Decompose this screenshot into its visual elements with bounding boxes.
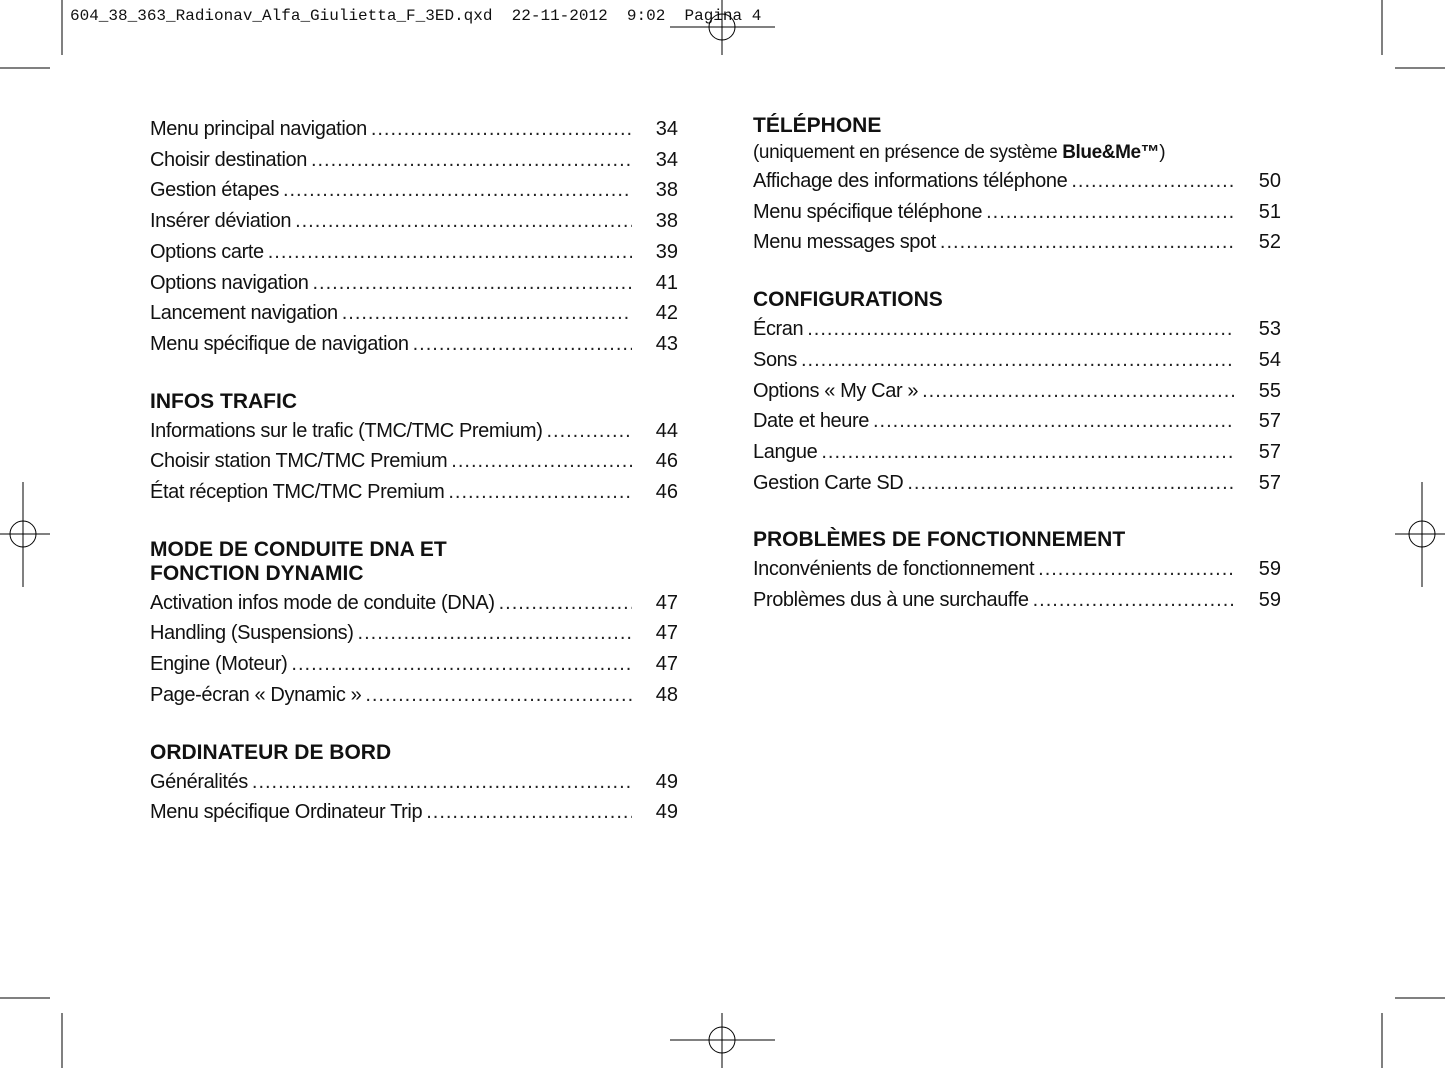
toc-entry[interactable] <box>150 446 678 477</box>
toc-section-configurations <box>753 288 1281 498</box>
toc-entry-label: Problèmes dus à une surchauffe <box>753 589 1029 612</box>
toc-entry-page: 48 <box>655 683 678 706</box>
toc-entry-label: État réception TMC/TMC Premium <box>150 481 445 504</box>
toc-entry-label: Écran <box>753 318 804 341</box>
toc-entry-label: Page-écran « Dynamic » <box>150 683 362 706</box>
toc-entry-page: 54 <box>1258 348 1281 371</box>
toc-entry-label: Handling (Suspensions) <box>150 622 354 645</box>
toc-entry-label: Options « My Car » <box>753 379 919 402</box>
toc-entry[interactable] <box>150 477 678 508</box>
subtitle-end: ) <box>1159 142 1166 163</box>
toc-entry-page: 46 <box>655 450 678 473</box>
toc-entry-label: Sons <box>753 348 797 371</box>
dot-leader <box>907 468 1235 499</box>
dot-leader <box>252 767 632 798</box>
toc-entry[interactable] <box>150 588 678 619</box>
toc-entry-page: 57 <box>1258 440 1281 463</box>
toc-right-column <box>753 114 1281 646</box>
dot-leader <box>807 314 1235 345</box>
toc-entry-page: 47 <box>655 591 678 614</box>
toc-entry[interactable] <box>150 618 678 649</box>
toc-entry-label: Options navigation <box>150 271 309 294</box>
toc-entry-page: 38 <box>655 179 678 202</box>
toc-entry-page: 46 <box>655 481 678 504</box>
toc-entry[interactable] <box>150 680 678 711</box>
dot-leader <box>358 618 632 649</box>
toc-left-column <box>150 114 678 858</box>
toc-entry-page: 59 <box>1258 558 1281 581</box>
section-title: CONFIGURATIONS <box>753 288 943 312</box>
toc-entry-label: Langue <box>753 440 818 463</box>
toc-entry-page: 57 <box>1258 471 1281 494</box>
toc-entry[interactable] <box>150 298 678 329</box>
dot-leader <box>371 114 632 145</box>
toc-entry-label: Gestion Carte SD <box>753 471 904 494</box>
toc-entry-page: 39 <box>655 240 678 263</box>
toc-entry[interactable] <box>150 237 678 268</box>
toc-entry-label: Gestion étapes <box>150 179 279 202</box>
toc-entry[interactable] <box>753 406 1281 437</box>
dot-leader <box>291 649 632 680</box>
section-subtitle <box>753 140 1281 166</box>
toc-entry[interactable] <box>150 175 678 206</box>
toc-entry[interactable] <box>150 268 678 299</box>
toc-entry-page: 47 <box>655 622 678 645</box>
subtitle-brand: Blue&Me™ <box>1062 142 1160 163</box>
dot-leader <box>295 206 632 237</box>
toc-entry[interactable] <box>150 206 678 237</box>
dot-leader <box>922 376 1235 407</box>
section-title: ORDINATEUR DE BORD <box>150 740 392 764</box>
toc-entry-label: Options carte <box>150 240 264 263</box>
section-title: PROBLÈMES DE FONCTIONNEMENT <box>753 528 1126 552</box>
toc-entry-page: 53 <box>1258 318 1281 341</box>
toc-entry-label: Choisir station TMC/TMC Premium <box>150 450 448 473</box>
toc-entry-page: 55 <box>1258 379 1281 402</box>
dot-leader <box>426 797 632 828</box>
dot-leader <box>413 329 632 360</box>
toc-entry[interactable] <box>753 554 1281 585</box>
toc-entry[interactable] <box>753 468 1281 499</box>
toc-entry-page: 38 <box>655 210 678 233</box>
toc-entry[interactable] <box>753 314 1281 345</box>
toc-entry[interactable] <box>150 114 678 145</box>
print-slug: 604_38_363_Radionav_Alfa_Giulietta_F_3ED.qxd 22-11-2012 9:02 Pagina 4 <box>70 7 762 25</box>
toc-entry-label: Engine (Moteur) <box>150 653 288 676</box>
section-title-line1: MODE DE CONDUITE DNA ET <box>150 537 447 561</box>
section-title-line2: FONCTION DYNAMIC <box>150 561 364 585</box>
toc-entry[interactable] <box>753 345 1281 376</box>
toc-entry[interactable] <box>150 767 678 798</box>
toc-section-navigation <box>150 114 678 360</box>
section-title: TÉLÉPHONE <box>753 114 882 137</box>
dot-leader <box>499 588 632 619</box>
toc-section-problemes <box>753 528 1281 615</box>
toc-entry[interactable] <box>150 145 678 176</box>
toc-entry-label: Menu spécifique téléphone <box>753 200 983 223</box>
toc-section-telephone <box>753 114 1281 258</box>
toc-entry-label: Informations sur le trafic (TMC/TMC Premium) <box>150 419 543 442</box>
dot-leader <box>940 227 1235 258</box>
toc-entry-page: 42 <box>655 302 678 325</box>
toc-section-mode-conduite <box>150 538 678 711</box>
dot-leader <box>1038 554 1235 585</box>
toc-entry-page: 43 <box>655 332 678 355</box>
dot-leader <box>546 416 632 447</box>
dot-leader <box>311 145 632 176</box>
section-title <box>150 538 678 586</box>
toc-entry-label: Inconvénients de fonctionnement <box>753 558 1035 581</box>
toc-entry-label: Menu principal navigation <box>150 118 367 140</box>
toc-entry-page: 34 <box>655 148 678 171</box>
dot-leader <box>986 197 1235 228</box>
dot-leader <box>312 268 632 299</box>
dot-leader <box>268 237 632 268</box>
toc-entry[interactable] <box>753 437 1281 468</box>
toc-entry-label: Choisir destination <box>150 148 307 171</box>
toc-entry[interactable] <box>150 329 678 360</box>
dot-leader <box>801 345 1235 376</box>
toc-entry[interactable] <box>150 649 678 680</box>
toc-entry-label: Généralités <box>150 770 248 793</box>
toc-entry[interactable] <box>753 585 1281 616</box>
dot-leader <box>451 446 632 477</box>
section-title: INFOS TRAFIC <box>150 389 297 413</box>
toc-entry-page: 57 <box>1258 410 1281 433</box>
toc-entry-page: 50 <box>1258 170 1281 192</box>
toc-entry-label: Lancement navigation <box>150 302 338 325</box>
dot-leader <box>873 406 1235 437</box>
toc-entry[interactable] <box>753 166 1281 197</box>
toc-entry-page: 52 <box>1258 231 1281 254</box>
toc-entry[interactable] <box>150 416 678 447</box>
subtitle-text: (uniquement en présence de système <box>753 142 1063 163</box>
toc-entry-label: Menu messages spot <box>753 231 936 254</box>
toc-entry-label: Date et heure <box>753 410 869 433</box>
dot-leader <box>1033 585 1235 616</box>
toc-entry-page: 44 <box>655 419 678 442</box>
toc-entry-label: Insérer déviation <box>150 210 292 233</box>
toc-entry-label: Menu spécifique de navigation <box>150 332 409 355</box>
toc-entry[interactable] <box>150 797 678 828</box>
toc-section-ordinateur <box>150 741 678 828</box>
dot-leader <box>448 477 632 508</box>
toc-entry-page: 59 <box>1258 589 1281 612</box>
toc-entry-label: Menu spécifique Ordinateur Trip <box>150 801 423 824</box>
toc-entry[interactable] <box>753 197 1281 228</box>
dot-leader <box>365 680 632 711</box>
toc-entry-page: 49 <box>655 801 678 824</box>
dot-leader <box>342 298 632 329</box>
toc-section-infos-trafic <box>150 390 678 508</box>
toc-entry-page: 49 <box>655 770 678 793</box>
toc-entry-label: Affichage des informations téléphone <box>753 170 1068 192</box>
toc-entry-page: 51 <box>1258 200 1281 223</box>
dot-leader <box>1071 166 1235 197</box>
dot-leader <box>821 437 1235 468</box>
toc-entry-label: Activation infos mode de conduite (DNA) <box>150 591 495 614</box>
dot-leader <box>283 175 632 206</box>
toc-entry-page: 41 <box>655 271 678 294</box>
toc-entry-page: 34 <box>655 118 678 140</box>
toc-entry-page: 47 <box>655 653 678 676</box>
toc-entry[interactable] <box>753 376 1281 407</box>
toc-entry[interactable] <box>753 227 1281 258</box>
